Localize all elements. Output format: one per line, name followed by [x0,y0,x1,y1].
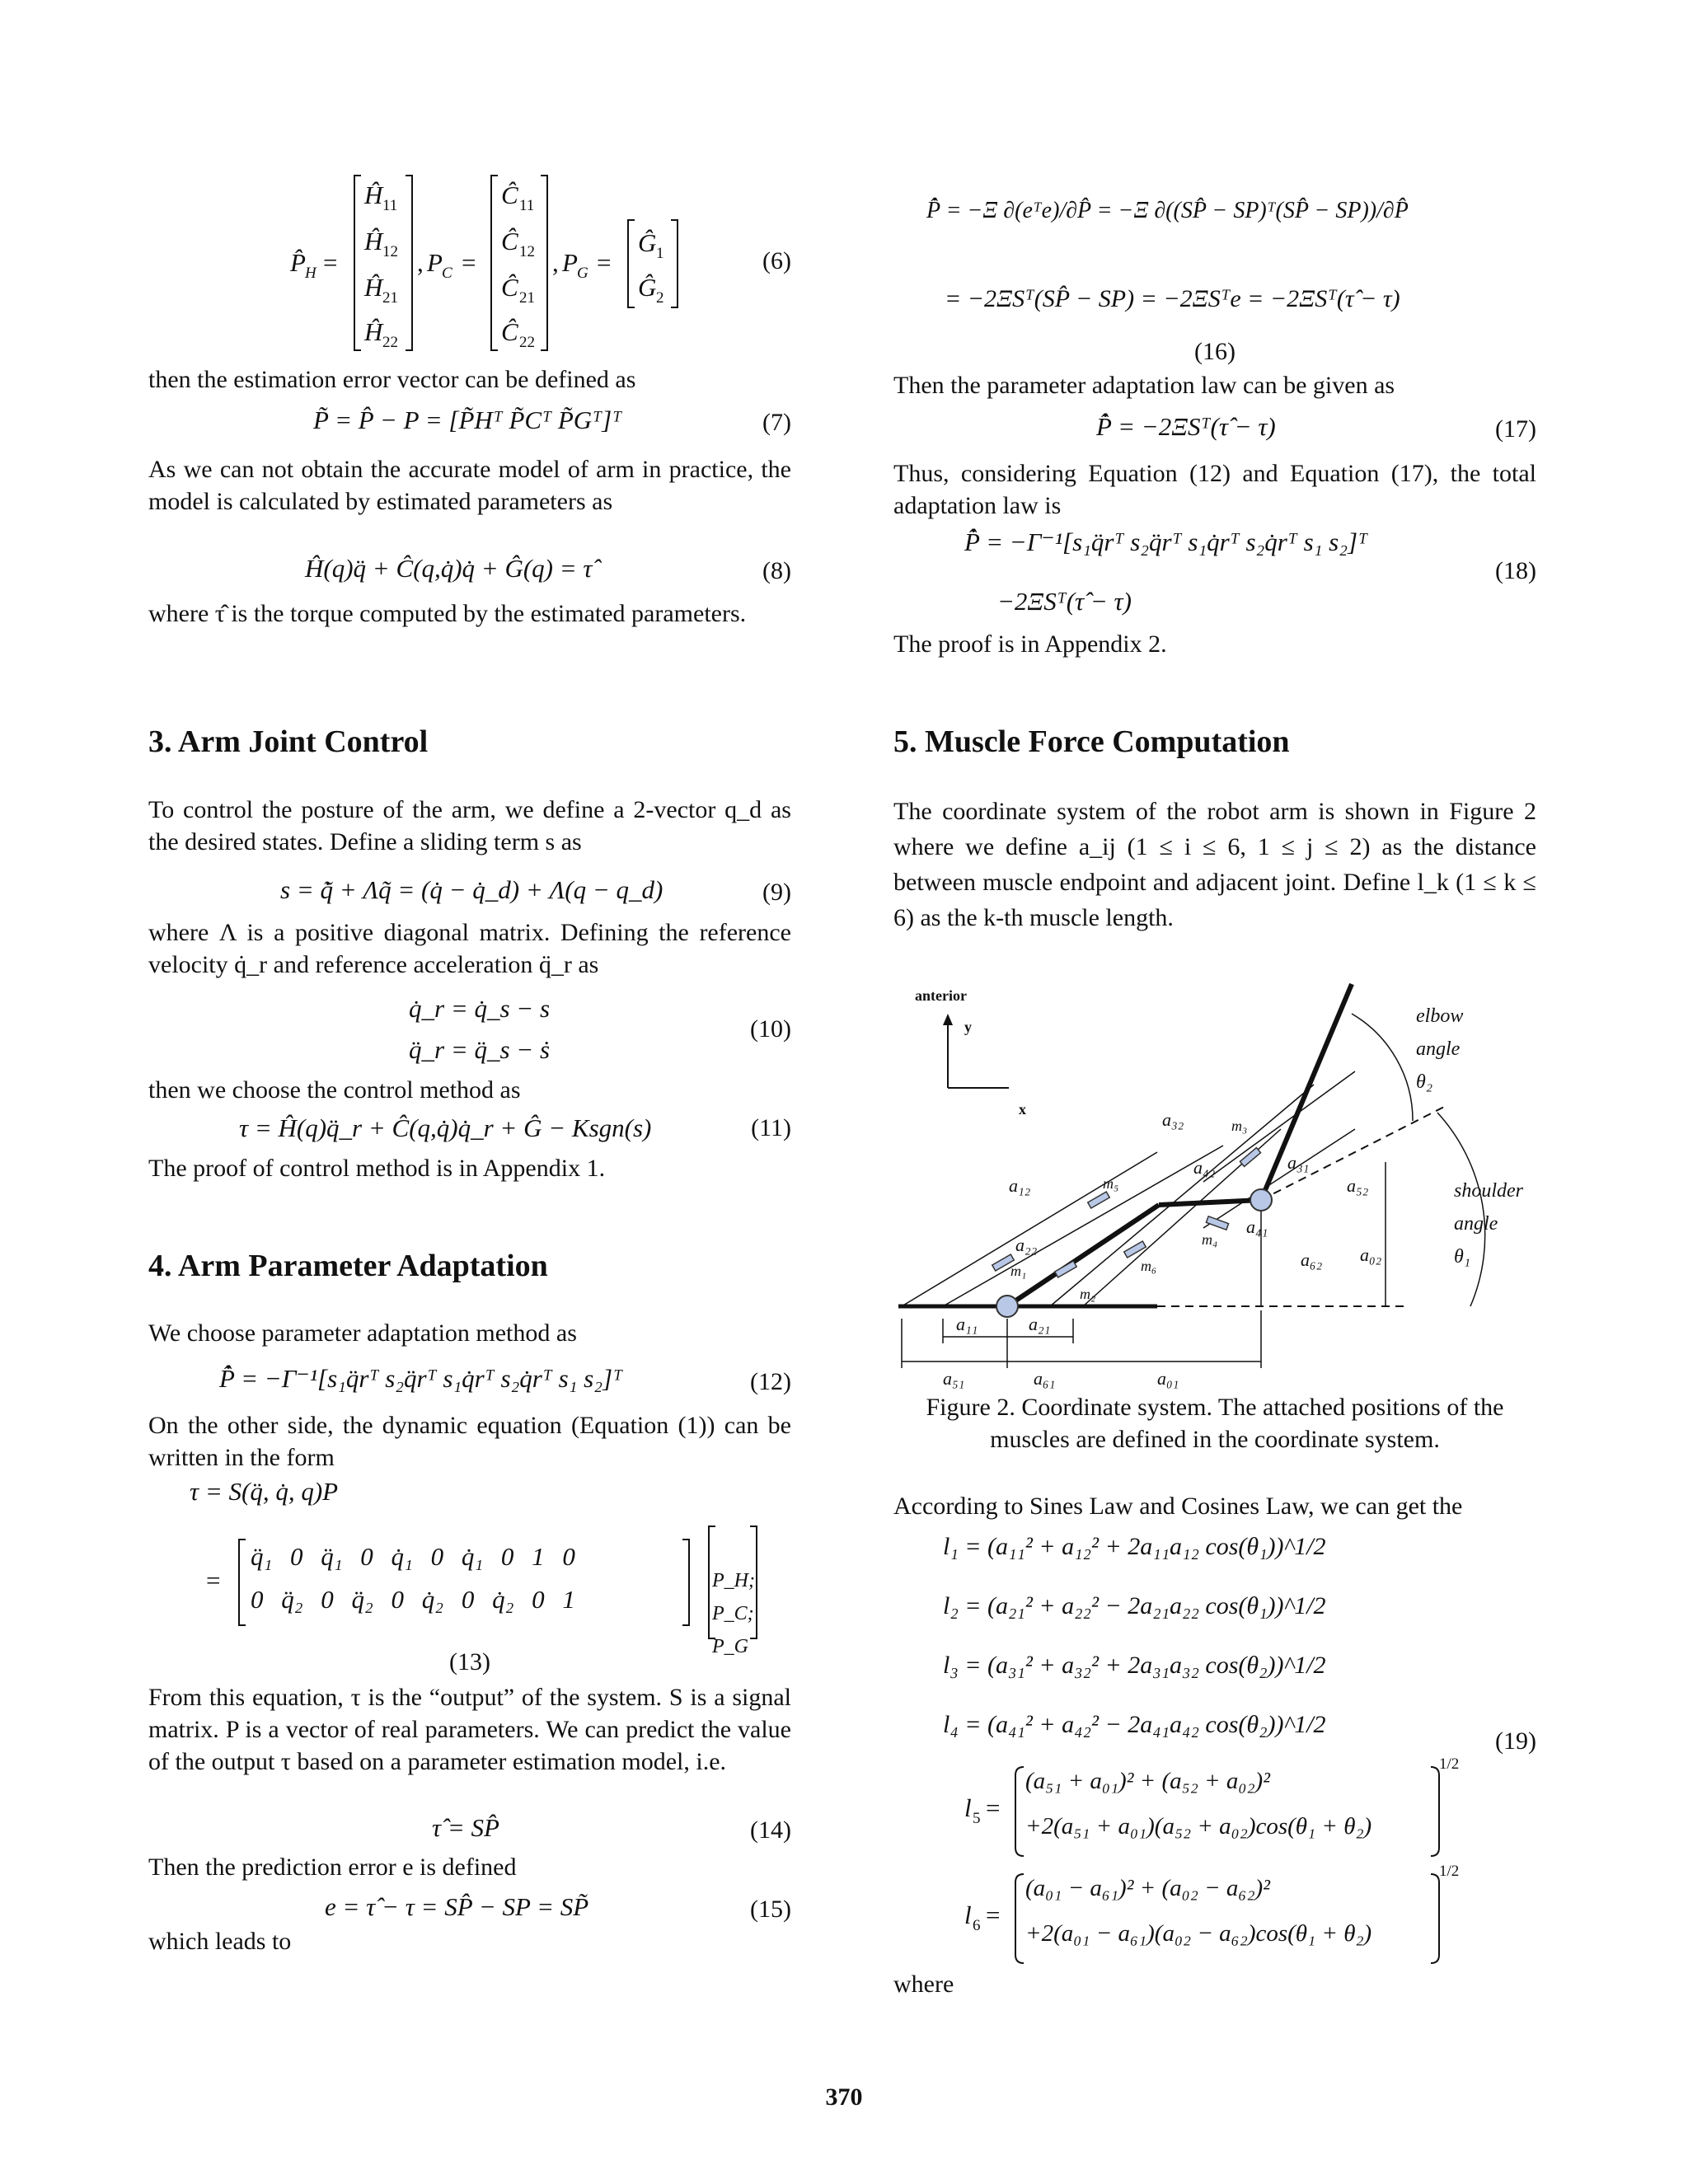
figure-label-angle: angle [1416,1038,1461,1060]
equation-number: (15) [750,1896,791,1923]
figure-label: a₃₂ [1162,1109,1184,1130]
equation-13a: τ = S(q̈, q̇, q)P [190,1477,339,1506]
equation-19-l6a: (a₀₁ − a₆₁)² + (a₀₂ − a₆₂)² [1025,1875,1270,1901]
svg-text:22: 22 [382,334,398,351]
equation-number: (17) [1495,415,1536,443]
figure-label-elbow: elbow [1416,1005,1464,1027]
figure-label: a₄₂ [1193,1157,1216,1178]
svg-text:=: = [462,248,476,277]
svg-text:P: P [427,248,443,277]
equation-number: (8) [762,557,791,584]
svg-text:P: P [562,248,578,277]
figure-label: m₅ [1103,1175,1119,1192]
svg-text:11: 11 [382,197,398,214]
equation-11: τ = Ĥ(q)q̈_r + Ĉ(q,q̇)q̇_r + Ĝ − Ksgn(s) [239,1113,652,1142]
equation-number: (12) [750,1368,791,1395]
figure-label: m₃ [1231,1118,1248,1134]
figure-label-x: x [1019,1101,1026,1118]
figure-coordinate-system [893,981,1536,1393]
svg-text:12: 12 [519,243,535,260]
equation-number: (18) [1495,557,1536,584]
equation-14: τ̂ = SP̂ [432,1813,499,1842]
svg-text:Ĥ: Ĥ [364,317,383,346]
figure-label-theta1: θ₁ [1454,1246,1471,1268]
equation-number: (19) [1495,1727,1536,1755]
paragraph: where [893,1971,954,1998]
paragraph: The proof is in Appendix 2. [893,630,1167,658]
svg-text:1/2: 1/2 [1439,1755,1460,1773]
svg-text:Ĥ: Ĥ [364,273,383,302]
paragraph: Thus, considering Equation (12) and Equation (17), the total adaptation law is [893,460,1536,519]
paragraph: Then the parameter adaptation law can be given as [893,372,1395,399]
figure-label: a₁₂ [1009,1175,1031,1196]
equation-15: e = τ̂ − τ = SP̂ − SP = SP̃ [325,1892,589,1921]
svg-text:=: = [986,1793,1001,1822]
equation-16a: P̂̇ = −Ξ ∂(eᵀe)/∂P̂ = −Ξ ∂((SP̂ − SP)ᵀ(SP̂ − SP))/∂P̂ [926,198,1409,223]
figure-label: m₂ [1080,1286,1096,1302]
paragraph: As we can not obtain the accurate model of arm in practice, the model is calculated by estimated parameters as [148,456,791,515]
equation-7: P̃ = P̂ − P = [P̃Hᵀ P̃Cᵀ P̃Gᵀ]ᵀ [313,405,622,434]
equation-16b: = −2ΞSᵀ(SP̂ − SP) = −2ΞSᵀe = −2ΞSᵀ(τ̂ − τ) [945,285,1400,312]
svg-text:5: 5 [973,1810,981,1827]
equation-number: (14) [750,1816,791,1844]
paragraph: According to Sines Law and Cosines Law, we can get the [893,1493,1463,1520]
figure-label: m₁ [1010,1263,1027,1279]
figure-label: a₃₁ [1287,1152,1310,1173]
equation-10b: q̈_r = q̈_s − ṡ [409,1035,551,1064]
figure-label: a₆₁ [1034,1368,1056,1389]
svg-text:P̂: P̂ [290,248,306,277]
figure-label-theta2: θ₂ [1416,1071,1433,1093]
equation-number: (16) [1194,338,1236,365]
equation-6 [148,169,791,357]
equation-9: s = q̃̇ + Λq̃ = (q̇ − q̇_d) + Λ(q − q_d) [280,875,663,904]
svg-text:2: 2 [656,289,664,307]
equation-number: (6) [762,247,791,274]
paragraph: We choose parameter adaptation method as [148,1319,577,1347]
figure-label: a₀₁ [1157,1368,1179,1389]
section-heading-4: 4. Arm Parameter Adaptation [148,1249,548,1283]
equation-number: (9) [762,879,791,906]
svg-text:21: 21 [382,289,398,307]
svg-text:C: C [442,265,452,282]
paragraph: The proof of control method is in Appendix 1. [148,1155,606,1182]
svg-text:Ĉ: Ĉ [501,317,518,346]
figure-label: a₆₂ [1301,1249,1323,1270]
equation-17: P̂̇ = −2ΞSᵀ(τ̂ − τ) [1096,412,1276,441]
equation-10a: q̇_r = q̇_s − s [409,994,551,1023]
svg-text:Ĝ: Ĝ [638,228,657,257]
paragraph: Then the prediction error e is defined [148,1854,517,1881]
svg-text:H: H [305,265,316,282]
paragraph: On the other side, the dynamic equation (Equation (1)) can be written in the form [148,1412,791,1471]
figure-label: a₄₁ [1246,1216,1268,1237]
equation-19-l6b: +2(a₀₁ − a₆₁)(a₀₂ − a₆₂)cos(θ₁ + θ₂) [1025,1920,1372,1947]
svg-text:Ĉ: Ĉ [501,227,518,255]
svg-text:=: = [597,248,612,277]
svg-text:12: 12 [382,243,398,260]
equation-19-l4: l₄ = (a₄₁² + a₄₂² − 2a₄₁a₄₂ cos(θ₂))^1/2 [943,1711,1326,1738]
figure-label: a₂₂ [1015,1235,1038,1255]
svg-text:1: 1 [656,245,664,262]
svg-text:Ĥ: Ĥ [364,180,383,209]
paragraph: To control the posture of the arm, we define a 2-vector q_d as the desired states. Define a sliding term s as [148,796,791,855]
equation-13-row2: 0 q̈₂ 0 q̈₂ 0 q̇₂ 0 q̇₂ 0 1 [251,1585,575,1614]
figure-caption: Figure 2. Coordinate system. The attached positions of the muscles are defined in the coordinate system. [926,1394,1504,1453]
svg-text:=: = [206,1566,221,1595]
svg-text:21: 21 [519,289,535,307]
figure-label-y: y [964,1019,972,1035]
svg-text:Ĝ: Ĝ [638,273,657,302]
equation-19-l3: l₃ = (a₃₁² + a₃₂² + 2a₃₁a₃₂ cos(θ₂))^1/2 [943,1652,1326,1679]
paragraph: where τ̂ is the torque computed by the estimated parameters. [148,600,747,627]
paragraph: where Λ is a positive diagonal matrix. Defining the reference velocity q̇_r and reference acceleration q̈_r as [148,919,791,978]
equation-18b: −2ΞSᵀ(τ̂ − τ) [997,587,1132,616]
svg-text:6: 6 [973,1917,981,1934]
svg-text:,: , [417,248,424,277]
svg-text:G: G [577,265,588,282]
equation-19-l2: l₂ = (a₂₁² + a₂₂² − 2a₂₁a₂₂ cos(θ₁))^1/2 [943,1592,1326,1619]
figure-label-angle: angle [1454,1213,1498,1235]
svg-text:=: = [323,248,338,277]
paragraph: then the estimation error vector can be defined as [148,366,636,393]
svg-text:Ĉ: Ĉ [501,273,518,302]
equation-number: (7) [762,409,791,436]
svg-text:11: 11 [519,197,535,214]
svg-text:Ĉ: Ĉ [501,180,518,209]
figure-label: a₅₁ [943,1368,965,1389]
paragraph: which leads to [148,1928,292,1955]
svg-text:22: 22 [519,334,535,351]
section-heading-5: 5. Muscle Force Computation [893,724,1290,759]
paragraph: From this equation, τ is the “output” of the system. S is a signal matrix. P is a vector of real parameters. We can predict the value of the output τ based on a parameter estimation model, i.e. [148,1684,791,1775]
svg-text:l: l [964,1793,972,1822]
equation-13-vector: P_H; P_C; P_G [712,1570,755,1657]
equation-12: P̂̇ = −Γ⁻¹[s₁q̈rᵀ s₂q̈rᵀ s₁q̇rᵀ s₂q̇rᵀ s₁ s₂]ᵀ [219,1364,623,1393]
equation-18a: P̂̇ = −Γ⁻¹[s₁q̈rᵀ s₂q̈rᵀ s₁q̇rᵀ s₂q̇rᵀ s₁ s₂]ᵀ [964,527,1368,556]
svg-text:Ĥ: Ĥ [364,227,383,255]
figure-label-anterior: anterior [915,987,967,1004]
equation-number: (11) [751,1114,791,1141]
equation-13-row1: q̈₁ 0 q̈₁ 0 q̇₁ 0 q̇₁ 0 1 0 [251,1542,575,1571]
page-number: 370 [825,2083,863,2111]
figure-label: a₅₂ [1347,1175,1369,1196]
equation-19-l5a: (a₅₁ + a₀₁)² + (a₅₂ + a₀₂)² [1025,1768,1270,1794]
svg-text:1/2: 1/2 [1439,1863,1460,1880]
figure-label-shoulder: shoulder [1454,1180,1523,1202]
equation-number: (13) [449,1648,490,1675]
equation-8: Ĥ(q)q̈ + Ĉ(q,q̇)q̇ + Ĝ(q) = τ̂ [305,554,593,583]
equation-number: (10) [750,1015,791,1043]
equation-19-l5b: +2(a₅₁ + a₀₁)(a₅₂ + a₀₂)cos(θ₁ + θ₂) [1025,1813,1372,1840]
figure-label: a₁₁ [956,1314,978,1334]
figure-label: m₄ [1202,1231,1218,1248]
paragraph: then we choose the control method as [148,1076,521,1104]
figure-label: a₂₁ [1029,1314,1051,1334]
svg-text:l: l [964,1900,972,1929]
section-heading-3: 3. Arm Joint Control [148,724,429,759]
figure-label: a₀₂ [1360,1244,1382,1265]
svg-text:,: , [552,248,559,277]
figure-label: m₆ [1141,1258,1157,1274]
equation-19-l1: l₁ = (a₁₁² + a₁₂² + 2a₁₁a₁₂ cos(θ₁))^1/2 [943,1533,1326,1560]
paragraph: The coordinate system of the robot arm is shown in Figure 2 where we define a_ij (1 ≤ i ≤ 6, 1 ≤ j ≤ 2) as the distance between muscle endpoint and adjacent joint. Define l_k (1 ≤ k ≤ 6) as the k-th muscle length. [893,798,1536,931]
svg-text:=: = [986,1900,1001,1929]
